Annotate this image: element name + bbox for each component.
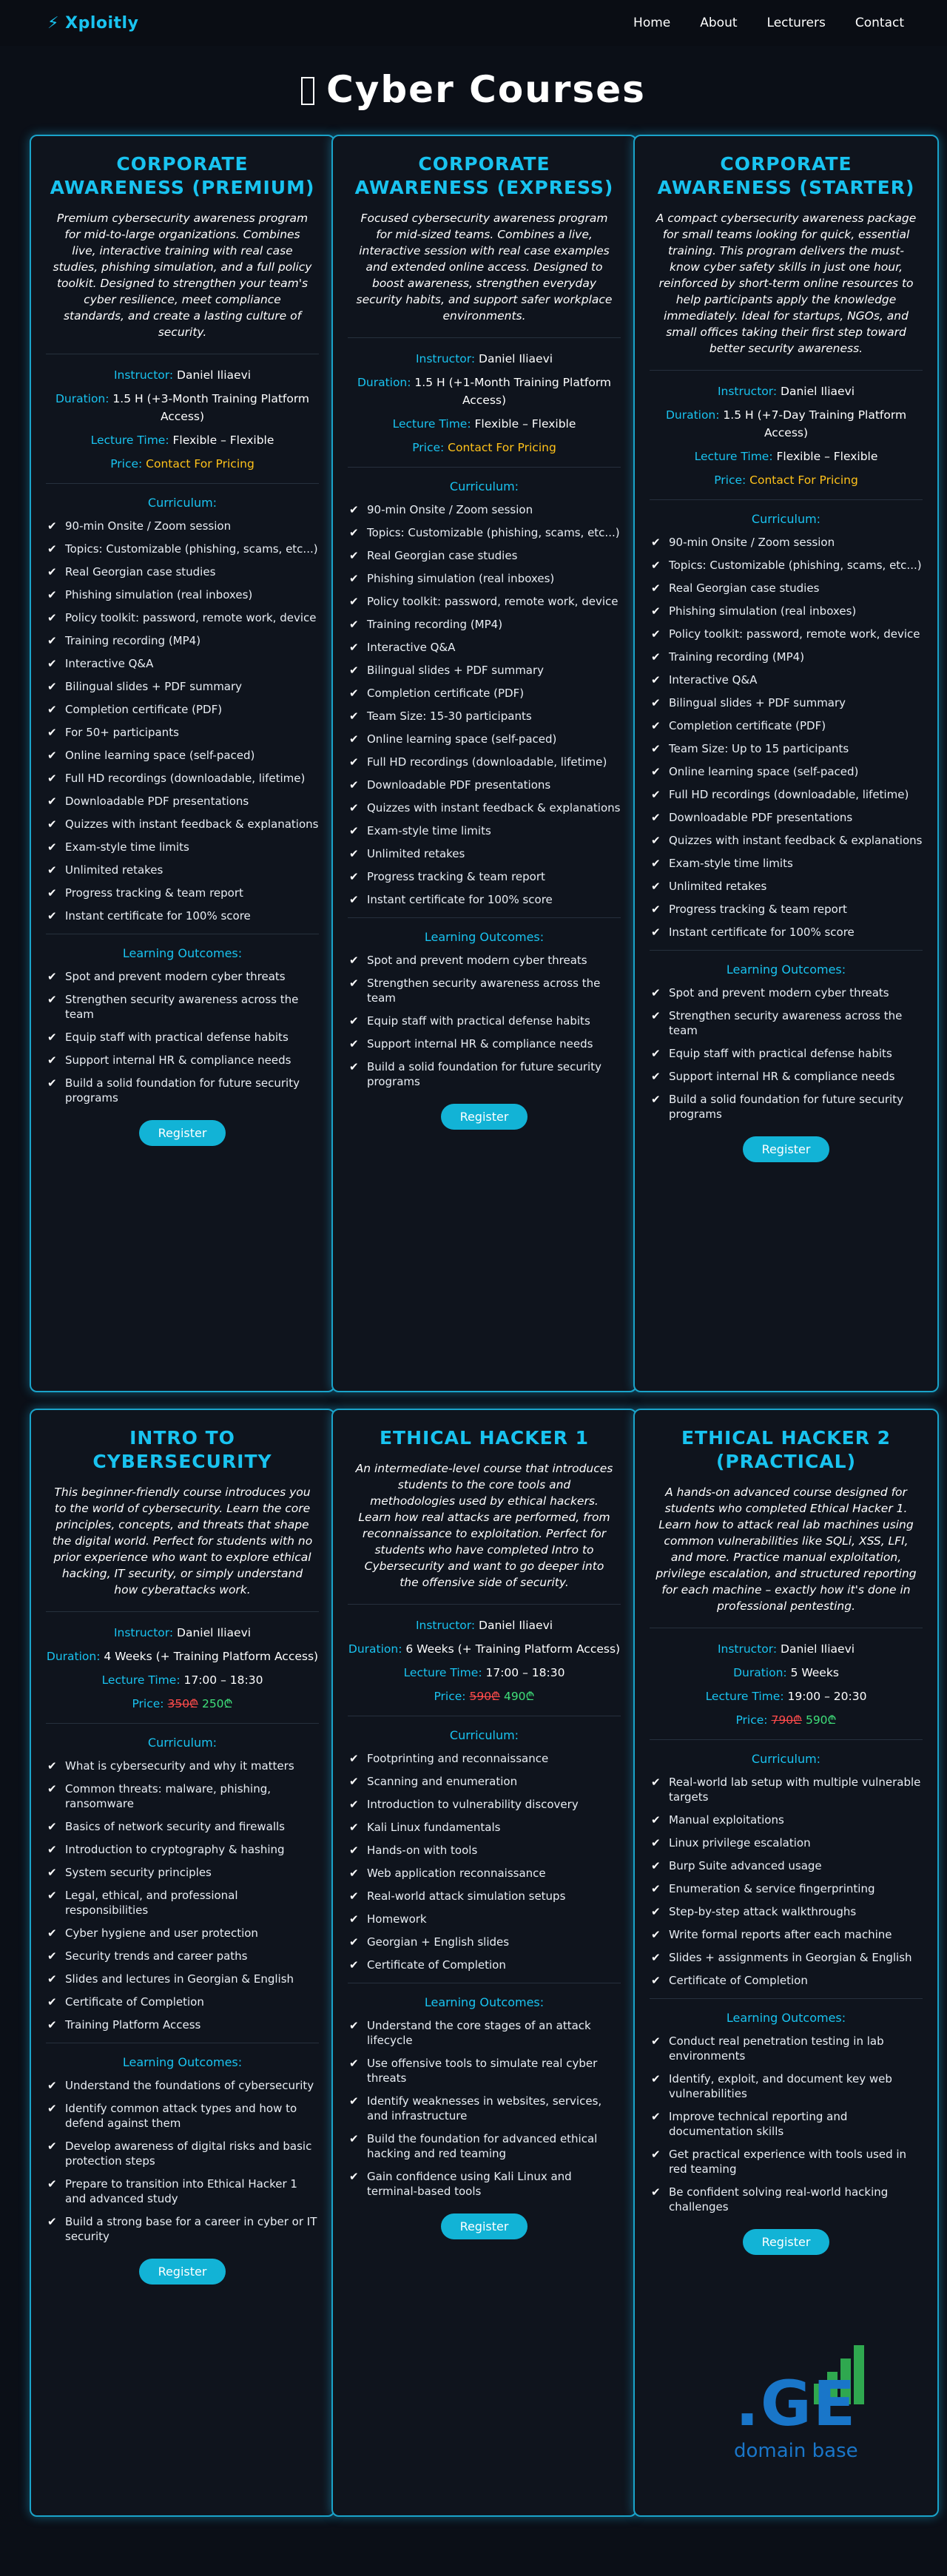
curriculum-item: ✔ Online learning space (self-paced) <box>650 764 923 779</box>
outcome-item: ✔ Develop awareness of digital risks and basic protection steps <box>46 2139 319 2168</box>
outcome-item: ✔ Conduct real penetration testing in lab environments <box>650 2034 923 2063</box>
domain-base-watermark <box>731 2345 901 2464</box>
instructor-label: Instructor: <box>113 1626 174 1639</box>
duration-label: Duration: <box>357 376 411 389</box>
curriculum-item: ✔ Instant certificate for 100% score <box>46 908 319 923</box>
curriculum-item: ✔ Unlimited retakes <box>46 863 319 877</box>
lecture-time-value: Flexible – Flexible <box>474 417 576 431</box>
curriculum-item: ✔ Interactive Q&A <box>46 656 319 671</box>
outcome-item: ✔ Build a solid foundation for future security programs <box>46 1076 319 1105</box>
course-lecture-time <box>348 1664 621 1682</box>
instructor-value: Daniel Iliaevi <box>177 1626 252 1639</box>
outcome-item: ✔ Spot and prevent modern cyber threats <box>650 985 923 1000</box>
watermark-text: domain base <box>734 2440 858 2462</box>
duration-value: 1.5 H (+3-Month Training Platform Access) <box>112 392 310 423</box>
curriculum-item: ✔ Phishing simulation (real inboxes) <box>650 604 923 618</box>
outcomes-heading: Learning Outcomes: <box>726 2011 846 2025</box>
course-instructor <box>46 1624 319 1642</box>
curriculum-item: ✔ Homework <box>348 1912 621 1926</box>
curriculum-item: ✔ Completion certificate (PDF) <box>650 718 923 733</box>
price-old: 590₾ <box>469 1690 501 1703</box>
curriculum-item: ✔ Certificate of Completion <box>650 1973 923 1988</box>
outcomes-heading: Learning Outcomes: <box>424 930 545 944</box>
curriculum-item: ✔ Common threats: malware, phishing, ransomware <box>46 1781 319 1811</box>
curriculum-item: ✔ Certificate of Completion <box>348 1958 621 1972</box>
register-button[interactable]: Register <box>743 2229 830 2255</box>
curriculum-item: ✔ Slides and lectures in Georgian & English <box>46 1972 319 1986</box>
outcomes-list <box>650 985 923 1122</box>
course-lecture-time <box>46 431 319 449</box>
curriculum-item: ✔ Kali Linux fundamentals <box>348 1820 621 1835</box>
lecture-time-label: Lecture Time: <box>705 1690 784 1703</box>
course-duration <box>650 406 923 442</box>
courses-grid <box>0 135 947 2576</box>
course-title: ETHICAL HACKER 2 (PRACTICAL) <box>681 1427 892 1472</box>
curriculum-item: ✔ Phishing simulation (real inboxes) <box>348 571 621 586</box>
course-price <box>650 471 923 489</box>
outcomes-heading: Learning Outcomes: <box>726 962 846 977</box>
outcome-item: ✔ Build the foundation for advanced ethical hacking and red teaming <box>348 2131 621 2161</box>
curriculum-item: ✔ 90-min Onsite / Zoom session <box>650 535 923 550</box>
missing-glyph-icon <box>301 77 314 105</box>
curriculum-item: ✔ Bilingual slides + PDF summary <box>46 679 319 694</box>
course-card <box>30 1409 335 2517</box>
top-navbar <box>0 0 947 46</box>
outcome-item: ✔ Equip staff with practical defense habits <box>650 1046 923 1061</box>
outcomes-list <box>348 953 621 1089</box>
curriculum-list <box>650 1775 923 1988</box>
lecture-time-label: Lecture Time: <box>694 450 773 463</box>
divider <box>650 1998 923 1999</box>
curriculum-item: ✔ Quizzes with instant feedback & explanations <box>348 800 621 815</box>
curriculum-item: ✔ Slides + assignments in Georgian & English <box>650 1950 923 1965</box>
curriculum-item: ✔ Completion certificate (PDF) <box>46 702 319 717</box>
curriculum-item: ✔ Footprinting and reconnaissance <box>348 1751 621 1766</box>
curriculum-item: ✔ 90-min Onsite / Zoom session <box>46 519 319 533</box>
price-new: 250₾ <box>201 1697 233 1710</box>
curriculum-item: ✔ Step-by-step attack walkthroughs <box>650 1904 923 1919</box>
register-button[interactable]: Register <box>743 1136 830 1162</box>
curriculum-item: ✔ Introduction to vulnerability discovery <box>348 1797 621 1812</box>
curriculum-item: ✔ Topics: Customizable (phishing, scams, etc...) <box>650 558 923 573</box>
price-contact: Contact For Pricing <box>146 457 255 471</box>
outcome-item: ✔ Strengthen security awareness across the team <box>650 1008 923 1038</box>
outcome-item: ✔ Spot and prevent modern cyber threats <box>46 969 319 984</box>
curriculum-item: ✔ Full HD recordings (downloadable, lifetime) <box>650 787 923 802</box>
curriculum-item: ✔ What is cybersecurity and why it matters <box>46 1759 319 1773</box>
divider <box>348 467 621 468</box>
course-lecture-time <box>348 415 621 433</box>
duration-value: 5 Weeks <box>790 1666 839 1679</box>
course-description: Premium cybersecurity awareness program for mid-to-large organizations. Combines live, interactive training with real case studies, phishing simulation, and a full policy toolkit. Designed to strengthen your team's cyber resilience, meet compliance standards, and create a lasting culture of security. <box>53 212 312 339</box>
curriculum-item: ✔ Real Georgian case studies <box>348 548 621 563</box>
curriculum-item: ✔ Training recording (MP4) <box>348 617 621 632</box>
outcomes-list <box>650 2034 923 2214</box>
curriculum-item: ✔ Unlimited retakes <box>348 846 621 861</box>
course-card <box>331 135 637 1392</box>
watermark-ge: .GE <box>735 2367 857 2440</box>
divider <box>348 337 621 338</box>
instructor-value: Daniel Iliaevi <box>479 352 553 365</box>
curriculum-item: ✔ Cyber hygiene and user protection <box>46 1926 319 1941</box>
curriculum-item: ✔ Basics of network security and firewalls <box>46 1819 319 1834</box>
duration-value: 1.5 H (+1-Month Training Platform Access) <box>414 376 612 407</box>
divider <box>46 1723 319 1724</box>
curriculum-item: ✔ Policy toolkit: password, remote work, device <box>650 627 923 641</box>
main-nav <box>633 16 904 30</box>
outcome-item: ✔ Use offensive tools to simulate real cyber threats <box>348 2056 621 2086</box>
outcomes-list <box>46 2078 319 2244</box>
outcome-item: ✔ Build a solid foundation for future security programs <box>650 1092 923 1122</box>
curriculum-item: ✔ Exam-style time limits <box>46 840 319 854</box>
brand-logo[interactable]: ⚡ Xploitly <box>47 13 139 33</box>
curriculum-item: ✔ Bilingual slides + PDF summary <box>650 695 923 710</box>
curriculum-item: ✔ Interactive Q&A <box>650 672 923 687</box>
nav-contact[interactable]: Contact <box>855 16 904 30</box>
course-card <box>30 135 335 1392</box>
instructor-label: Instructor: <box>717 385 778 398</box>
curriculum-item: ✔ Downloadable PDF presentations <box>348 778 621 792</box>
outcome-item: ✔ Build a solid foundation for future security programs <box>348 1059 621 1089</box>
course-price <box>348 1687 621 1705</box>
page-title-text: Cyber Courses <box>326 68 646 111</box>
instructor-label: Instructor: <box>415 352 476 365</box>
curriculum-item: ✔ Team Size: Up to 15 participants <box>650 741 923 756</box>
price-new: 590₾ <box>805 1713 837 1727</box>
course-instructor <box>650 382 923 400</box>
curriculum-item: ✔ Quizzes with instant feedback & explanations <box>46 817 319 832</box>
outcome-item: ✔ Understand the foundations of cybersecurity <box>46 2078 319 2093</box>
course-duration <box>348 1640 621 1658</box>
lecture-time-value: 17:00 – 18:30 <box>183 1673 263 1687</box>
curriculum-item: ✔ Write formal reports after each machine <box>650 1927 923 1942</box>
price-label: Price: <box>110 457 143 471</box>
curriculum-item: ✔ Training recording (MP4) <box>650 650 923 664</box>
outcome-item: ✔ Equip staff with practical defense habits <box>46 1030 319 1045</box>
curriculum-item: ✔ Online learning space (self-paced) <box>348 732 621 746</box>
outcome-item: ✔ Equip staff with practical defense habits <box>348 1014 621 1028</box>
lecture-time-value: 19:00 – 20:30 <box>787 1690 867 1703</box>
divider <box>46 483 319 484</box>
curriculum-item: ✔ Online learning space (self-paced) <box>46 748 319 763</box>
curriculum-item: ✔ For 50+ participants <box>46 725 319 740</box>
divider <box>650 950 923 951</box>
curriculum-item: ✔ Instant certificate for 100% score <box>650 925 923 940</box>
curriculum-item: ✔ System security principles <box>46 1865 319 1880</box>
curriculum-item: ✔ Completion certificate (PDF) <box>348 686 621 701</box>
instructor-value: Daniel Iliaevi <box>479 1619 553 1632</box>
curriculum-item: ✔ Georgian + English slides <box>348 1935 621 1949</box>
curriculum-item: ✔ Web application reconnaissance <box>348 1866 621 1881</box>
curriculum-item: ✔ Bilingual slides + PDF summary <box>348 663 621 678</box>
curriculum-item: ✔ Real Georgian case studies <box>46 564 319 579</box>
curriculum-item: ✔ 90-min Onsite / Zoom session <box>348 502 621 517</box>
instructor-label: Instructor: <box>113 368 174 382</box>
curriculum-item: ✔ Legal, ethical, and professional responsibilities <box>46 1888 319 1918</box>
outcome-item: ✔ Identify, exploit, and document key web vulnerabilities <box>650 2071 923 2101</box>
curriculum-item: ✔ Topics: Customizable (phishing, scams, etc...) <box>46 542 319 556</box>
outcome-item: ✔ Improve technical reporting and documentation skills <box>650 2109 923 2139</box>
price-old: 790₾ <box>771 1713 803 1727</box>
curriculum-item: ✔ Burp Suite advanced usage <box>650 1858 923 1873</box>
course-duration <box>46 1648 319 1665</box>
course-instructor <box>348 350 621 368</box>
course-instructor <box>348 1616 621 1634</box>
curriculum-item: ✔ Real-world attack simulation setups <box>348 1889 621 1904</box>
lecture-time-value: Flexible – Flexible <box>172 434 274 447</box>
divider <box>46 1611 319 1612</box>
course-card <box>633 135 939 1392</box>
curriculum-heading: Curriculum: <box>449 479 519 493</box>
curriculum-item: ✔ Team Size: 15-30 participants <box>348 709 621 724</box>
curriculum-item: ✔ Topics: Customizable (phishing, scams, etc...) <box>348 525 621 540</box>
curriculum-item: ✔ Enumeration & service fingerprinting <box>650 1881 923 1896</box>
lecture-time-value: Flexible – Flexible <box>776 450 878 463</box>
lecture-time-label: Lecture Time: <box>403 1666 482 1679</box>
curriculum-item: ✔ Progress tracking & team report <box>46 886 319 900</box>
page-title <box>0 68 947 111</box>
curriculum-item: ✔ Unlimited retakes <box>650 879 923 894</box>
curriculum-item: ✔ Phishing simulation (real inboxes) <box>46 587 319 602</box>
course-price <box>650 1711 923 1729</box>
curriculum-item: ✔ Policy toolkit: password, remote work, device <box>348 594 621 609</box>
course-lecture-time <box>46 1671 319 1689</box>
outcome-item: ✔ Prepare to transition into Ethical Hacker 1 and advanced study <box>46 2177 319 2206</box>
course-duration <box>46 390 319 425</box>
instructor-value: Daniel Iliaevi <box>781 1642 855 1656</box>
outcome-item: ✔ Strengthen security awareness across the team <box>46 992 319 1022</box>
price-contact: Contact For Pricing <box>448 441 556 454</box>
duration-label: Duration: <box>348 1642 402 1656</box>
divider <box>650 370 923 371</box>
lecture-time-label: Lecture Time: <box>90 434 169 447</box>
outcome-item: ✔ Support internal HR & compliance needs <box>46 1053 319 1068</box>
curriculum-item: ✔ Certificate of Completion <box>46 1995 319 2009</box>
outcome-item: ✔ Support internal HR & compliance needs <box>650 1069 923 1084</box>
curriculum-item: ✔ Exam-style time limits <box>650 856 923 871</box>
duration-value: 1.5 H (+7-Day Training Platform Access) <box>723 408 907 439</box>
register-button[interactable]: Register <box>441 2213 528 2239</box>
duration-label: Duration: <box>55 392 109 405</box>
outcome-item: ✔ Build a strong base for a career in cyber or IT security <box>46 2214 319 2244</box>
curriculum-list <box>46 1759 319 2032</box>
lecture-time-value: 17:00 – 18:30 <box>485 1666 565 1679</box>
curriculum-heading: Curriculum: <box>751 1752 821 1766</box>
duration-value: 6 Weeks (+ Training Platform Access) <box>405 1642 621 1656</box>
curriculum-item: ✔ Training Platform Access <box>46 2017 319 2032</box>
curriculum-item: ✔ Real Georgian case studies <box>650 581 923 596</box>
curriculum-item: ✔ Instant certificate for 100% score <box>348 892 621 907</box>
divider <box>650 1739 923 1740</box>
outcome-item: ✔ Identify common attack types and how to defend against them <box>46 2101 319 2131</box>
price-new: 490₾ <box>503 1690 535 1703</box>
nav-lecturers[interactable]: Lecturers <box>766 16 826 30</box>
curriculum-list <box>650 535 923 940</box>
curriculum-list <box>348 502 621 907</box>
course-price <box>348 439 621 456</box>
course-price <box>46 455 319 473</box>
outcome-item: ✔ Spot and prevent modern cyber threats <box>348 953 621 968</box>
course-duration <box>348 374 621 409</box>
register-button[interactable]: Register <box>441 1104 528 1130</box>
price-label: Price: <box>132 1697 164 1710</box>
curriculum-heading: Curriculum: <box>147 496 218 510</box>
divider <box>348 1604 621 1605</box>
instructor-value: Daniel Iliaevi <box>781 385 855 398</box>
curriculum-item: ✔ Scanning and enumeration <box>348 1774 621 1789</box>
curriculum-item: ✔ Downloadable PDF presentations <box>650 810 923 825</box>
curriculum-item: ✔ Manual exploitations <box>650 1813 923 1827</box>
outcome-item: ✔ Get practical experience with tools used in red teaming <box>650 2147 923 2177</box>
course-duration <box>650 1664 923 1682</box>
curriculum-item: ✔ Interactive Q&A <box>348 640 621 655</box>
course-price <box>46 1695 319 1713</box>
duration-value: 4 Weeks (+ Training Platform Access) <box>104 1650 319 1663</box>
price-label: Price: <box>434 1690 466 1703</box>
outcome-item: ✔ Gain confidence using Kali Linux and terminal-based tools <box>348 2169 621 2199</box>
course-description: Focused cybersecurity awareness program for mid-sized teams. Combines a live, interactive session with real case examples and extended online access. Designed to boost awareness, strengthen everyday security habits, and support safer workplace environments. <box>356 212 613 323</box>
duration-label: Duration: <box>665 408 720 422</box>
course-title: CORPORATE AWARENESS (STARTER) <box>657 153 915 198</box>
course-description: A hands-on advanced course designed for students who completed Ethical Hacker 1. Learn how to attack real lab machines using common vulnerabilities like SQLi, XSS, LFI, and more. Practice manual exploitation, privilege escalation, and structured reporting for each machine – exactly how it's done in professional pentesting. <box>656 1486 917 1613</box>
curriculum-item: ✔ Real-world lab setup with multiple vulnerable targets <box>650 1775 923 1804</box>
curriculum-heading: Curriculum: <box>449 1728 519 1742</box>
price-label: Price: <box>714 473 747 487</box>
instructor-label: Instructor: <box>415 1619 476 1632</box>
outcomes-list <box>46 969 319 1105</box>
course-instructor <box>46 366 319 384</box>
course-instructor <box>650 1640 923 1658</box>
curriculum-item: ✔ Training recording (MP4) <box>46 633 319 648</box>
curriculum-item: ✔ Quizzes with instant feedback & explanations <box>650 833 923 848</box>
outcome-item: ✔ Support internal HR & compliance needs <box>348 1036 621 1051</box>
register-button[interactable]: Register <box>139 1120 226 1146</box>
course-title: CORPORATE AWARENESS (EXPRESS) <box>354 153 614 198</box>
curriculum-heading: Curriculum: <box>147 1736 218 1750</box>
course-lecture-time <box>650 1687 923 1705</box>
curriculum-item: ✔ Full HD recordings (downloadable, lifetime) <box>348 755 621 769</box>
curriculum-item: ✔ Linux privilege escalation <box>650 1835 923 1850</box>
curriculum-list <box>46 519 319 923</box>
nav-home[interactable]: Home <box>633 16 671 30</box>
instructor-label: Instructor: <box>717 1642 778 1656</box>
outcome-item: ✔ Strengthen security awareness across the team <box>348 976 621 1005</box>
course-card <box>331 1409 637 2517</box>
duration-label: Duration: <box>46 1650 101 1663</box>
course-title: INTRO TO CYBERSECURITY <box>92 1427 272 1472</box>
course-description: This beginner-friendly course introduces you to the world of cybersecurity. Learn the core principles, concepts, and threats that shape the digital world. Perfect for students with no prior experience who want to explore ethical hacking, IT security, or simply understand how cyberattacks work. <box>52 1486 313 1596</box>
price-label: Price: <box>412 441 445 454</box>
curriculum-item: ✔ Policy toolkit: password, remote work, device <box>46 610 319 625</box>
divider <box>650 499 923 500</box>
duration-label: Duration: <box>733 1666 787 1679</box>
curriculum-item: ✔ Hands-on with tools <box>348 1843 621 1858</box>
outcomes-heading: Learning Outcomes: <box>424 1995 545 2009</box>
curriculum-item: ✔ Progress tracking & team report <box>348 869 621 884</box>
price-label: Price: <box>735 1713 768 1727</box>
price-old: 350₾ <box>167 1697 199 1710</box>
outcome-item: ✔ Be confident solving real-world hacking challenges <box>650 2185 923 2214</box>
course-lecture-time <box>650 448 923 465</box>
curriculum-heading: Curriculum: <box>751 512 821 526</box>
outcomes-list <box>348 2018 621 2199</box>
curriculum-item: ✔ Security trends and career paths <box>46 1949 319 1963</box>
register-button[interactable]: Register <box>139 2259 226 2285</box>
price-contact: Contact For Pricing <box>749 473 858 487</box>
curriculum-item: ✔ Downloadable PDF presentations <box>46 794 319 809</box>
lecture-time-label: Lecture Time: <box>392 417 471 431</box>
instructor-value: Daniel Iliaevi <box>177 368 252 382</box>
course-description: A compact cybersecurity awareness package for small teams looking for quick, essential training. This program delivers the must-know cyber safety skills in just one hour, reinforced by short-term online resources to help participants apply the knowledge immediately. Ideal for startups, NGOs, and small offices taking their first step toward better security awareness. <box>656 212 917 355</box>
outcomes-heading: Learning Outcomes: <box>122 946 243 960</box>
lecture-time-label: Lecture Time: <box>101 1673 181 1687</box>
curriculum-item: ✔ Full HD recordings (downloadable, lifetime) <box>46 771 319 786</box>
course-title: CORPORATE AWARENESS (PREMIUM) <box>50 153 315 198</box>
curriculum-list <box>348 1751 621 1972</box>
outcome-item: ✔ Understand the core stages of an attack lifecycle <box>348 2018 621 2048</box>
outcome-item: ✔ Identify weaknesses in websites, services, and infrastructure <box>348 2094 621 2123</box>
divider <box>348 917 621 918</box>
curriculum-item: ✔ Exam-style time limits <box>348 823 621 838</box>
outcomes-heading: Learning Outcomes: <box>122 2055 243 2069</box>
course-title: ETHICAL HACKER 1 <box>379 1427 590 1449</box>
curriculum-item: ✔ Introduction to cryptography & hashing <box>46 1842 319 1857</box>
course-description: An intermediate-level course that introduces students to the core tools and methodologies used by ethical hackers. Learn how real attacks are performed, from reconnaissance to exploitation. Perfect for students who have completed Intro to Cybersecurity and want to go deeper into the offensive side of security. <box>355 1462 613 1589</box>
nav-about[interactable]: About <box>700 16 738 30</box>
curriculum-item: ✔ Progress tracking & team report <box>650 902 923 917</box>
